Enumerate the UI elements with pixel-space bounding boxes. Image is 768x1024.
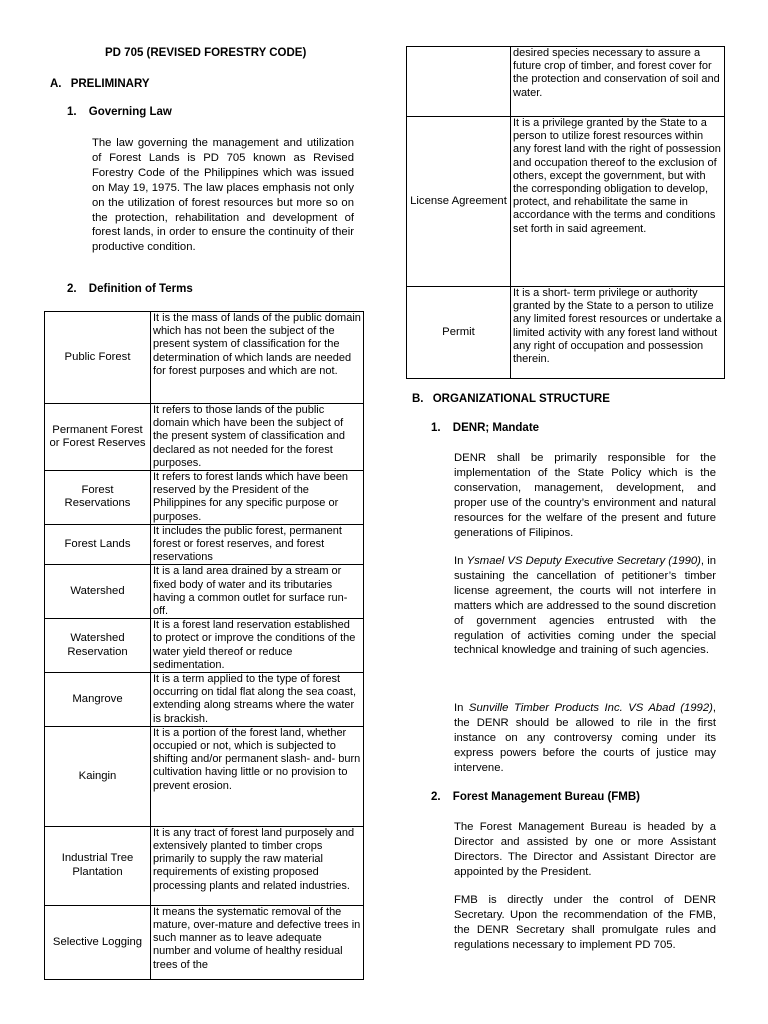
term-name: Forest Reservations bbox=[45, 471, 151, 525]
table-row bbox=[45, 565, 364, 619]
term-definition: It is a portion of the forest land, whether occupied or not, which is subjected to shifting and/or permanent slash- and- burn cultivation having little or no provision to prevent erosion. bbox=[151, 726, 364, 826]
case-text: , in sustaining the cancellation of petitioner’s timber license agreement, the courts will not interfere in matters which are addressed to the sound discretion of government agencies entrusted with the regulation of activities coming under the special technical knowledge and training of such agencies. bbox=[454, 555, 716, 657]
table-row bbox=[45, 471, 364, 525]
table-row bbox=[45, 619, 364, 673]
term-definition: It means the systematic removal of the mature, over-mature and defective trees in such manner as to leave adequate number and volume of healthy residual trees of the bbox=[151, 905, 364, 979]
term-definition: It is a short- term privilege or authority granted by the State to a person to utilize any limited forest resources or undertake a limited activity with any forest land without any right of occupation and possession therein. bbox=[511, 287, 725, 379]
section-a-letter: A. bbox=[50, 78, 62, 90]
section-b-title: ORGANIZATIONAL STRUCTURE bbox=[432, 393, 610, 405]
denr-mandate-text: DENR shall be primarily responsible for the implementation of the State Policy which is the conservation, management, development, and proper use of the country’s environment and natural resources for the welfare of the present and future generations of Filipinos. bbox=[454, 452, 716, 539]
fmb-text-2: FMB is directly under the control of DENR Secretary. Upon the recommendation of the FMB, the DENR Secretary shall promulgate rules and regulations necessary to implement PD 705. bbox=[454, 894, 716, 951]
case-lead: In bbox=[454, 555, 467, 567]
definition-of-terms-title: Definition of Terms bbox=[88, 283, 193, 295]
case-citation: Sunville Timber Products Inc. VS Abad (1992) bbox=[468, 702, 713, 714]
term-definition: It is the mass of lands of the public domain which has not been the subject of the present system of classification for the determination of which lands are needed for forest purposes and which are not. bbox=[151, 312, 364, 404]
case-text: , the DENR should be allowed to rile in the first instance on any controversy coming under its express powers before the courts of justice may intervene. bbox=[454, 702, 717, 774]
table-row bbox=[45, 726, 364, 826]
term-definition: It is a land area drained by a stream or fixed body of water and its tributaries having a common outlet for surface run-off. bbox=[151, 565, 364, 619]
term-name: License Agreement bbox=[407, 117, 511, 287]
term-name bbox=[407, 47, 511, 117]
table-row bbox=[407, 47, 725, 117]
term-definition: It refers to forest lands which have been reserved by the President of the Philippines for any specific purpose or purposes. bbox=[151, 471, 364, 525]
ysmael-case-paragraph bbox=[454, 554, 716, 658]
term-definition: It is a term applied to the type of forest occurring on tidal flat along the sea coast, extending along streams where the water is brackish. bbox=[151, 673, 364, 727]
table-row bbox=[407, 287, 725, 379]
term-name: Kaingin bbox=[45, 726, 151, 826]
section-b-heading bbox=[412, 393, 610, 405]
fmb-number: 2. bbox=[431, 791, 441, 803]
fmb-heading bbox=[431, 791, 640, 803]
section-a-title: PRELIMINARY bbox=[70, 78, 150, 90]
denr-mandate-heading bbox=[431, 422, 539, 434]
definition-of-terms-heading bbox=[67, 283, 193, 295]
term-name: Mangrove bbox=[45, 673, 151, 727]
definition-of-terms-number: 2. bbox=[67, 283, 77, 295]
table-row bbox=[45, 524, 364, 565]
governing-law-number: 1. bbox=[67, 106, 77, 118]
fmb-text-1: The Forest Management Bureau is headed by a Director and assisted by one or more Assistant Directors. The Director and Assistant Director are appointed by the President. bbox=[454, 821, 716, 878]
table-row bbox=[45, 312, 364, 404]
governing-law-text: The law governing the management and utilization of Forest Lands is PD 705 known as Revised Forestry Code of the Philippines which was issued on May 19, 1975. The law places emphasis not only on the utilization of forest resources but more so on the protection, rehabilitation and development of forest lands, in order to ensure the continuity of their productive condition. bbox=[92, 137, 354, 254]
section-a-heading bbox=[50, 78, 150, 90]
table-row bbox=[45, 905, 364, 979]
term-definition: It is a privilege granted by the State to a person to utilize forest resources within any forest land with the right of possession and occupation thereof to the exclusion of others, except the government, but with the corresponding obligation to develop, protect, and rehabilitate the same in accordance with the terms and conditions set forth in said agreement. bbox=[511, 117, 725, 287]
denr-mandate-number: 1. bbox=[431, 422, 441, 434]
term-name: Forest Lands bbox=[45, 524, 151, 565]
term-definition: It is a forest land reservation established to protect or improve the conditions of the water yield thereof or reduce sedimentation. bbox=[151, 619, 364, 673]
term-name: Selective Logging bbox=[45, 905, 151, 979]
term-name: Industrial Tree Plantation bbox=[45, 826, 151, 905]
sunville-case-paragraph bbox=[454, 701, 716, 776]
document-title: PD 705 (REVISED FORESTRY CODE) bbox=[105, 47, 307, 59]
governing-law-heading bbox=[67, 106, 172, 118]
case-citation: Ysmael VS Deputy Executive Secretary (1990) bbox=[466, 555, 701, 567]
term-name: Watershed Reservation bbox=[45, 619, 151, 673]
table-row bbox=[45, 826, 364, 905]
term-definition: It includes the public forest, permanent forest or forest reserves, and forest reservations bbox=[151, 524, 364, 565]
table-row bbox=[407, 117, 725, 287]
terms-table-right bbox=[406, 46, 725, 379]
term-name: Watershed bbox=[45, 565, 151, 619]
denr-mandate-title: DENR; Mandate bbox=[452, 422, 540, 434]
term-definition: desired species necessary to assure a future crop of timber, and forest cover for the protection and conservation of soil and water. bbox=[511, 47, 725, 117]
term-name: Permit bbox=[407, 287, 511, 379]
term-definition: It is any tract of forest land purposely and extensively planted to timber crops primarily to supply the raw material requirements of existing proposed processing plants and related industries. bbox=[151, 826, 364, 905]
case-lead: In bbox=[454, 702, 469, 714]
fmb-title: Forest Management Bureau (FMB) bbox=[452, 791, 641, 803]
table-row bbox=[45, 404, 364, 471]
term-definition: It refers to those lands of the public domain which have been the subject of the present system of classification and declared as not needed for the forest purposes. bbox=[151, 404, 364, 471]
governing-law-title: Governing Law bbox=[88, 106, 172, 118]
term-name: Permanent Forest or Forest Reserves bbox=[45, 404, 151, 471]
section-b-letter: B. bbox=[412, 393, 424, 405]
terms-table-left bbox=[44, 311, 364, 980]
term-name: Public Forest bbox=[45, 312, 151, 404]
table-row bbox=[45, 673, 364, 727]
